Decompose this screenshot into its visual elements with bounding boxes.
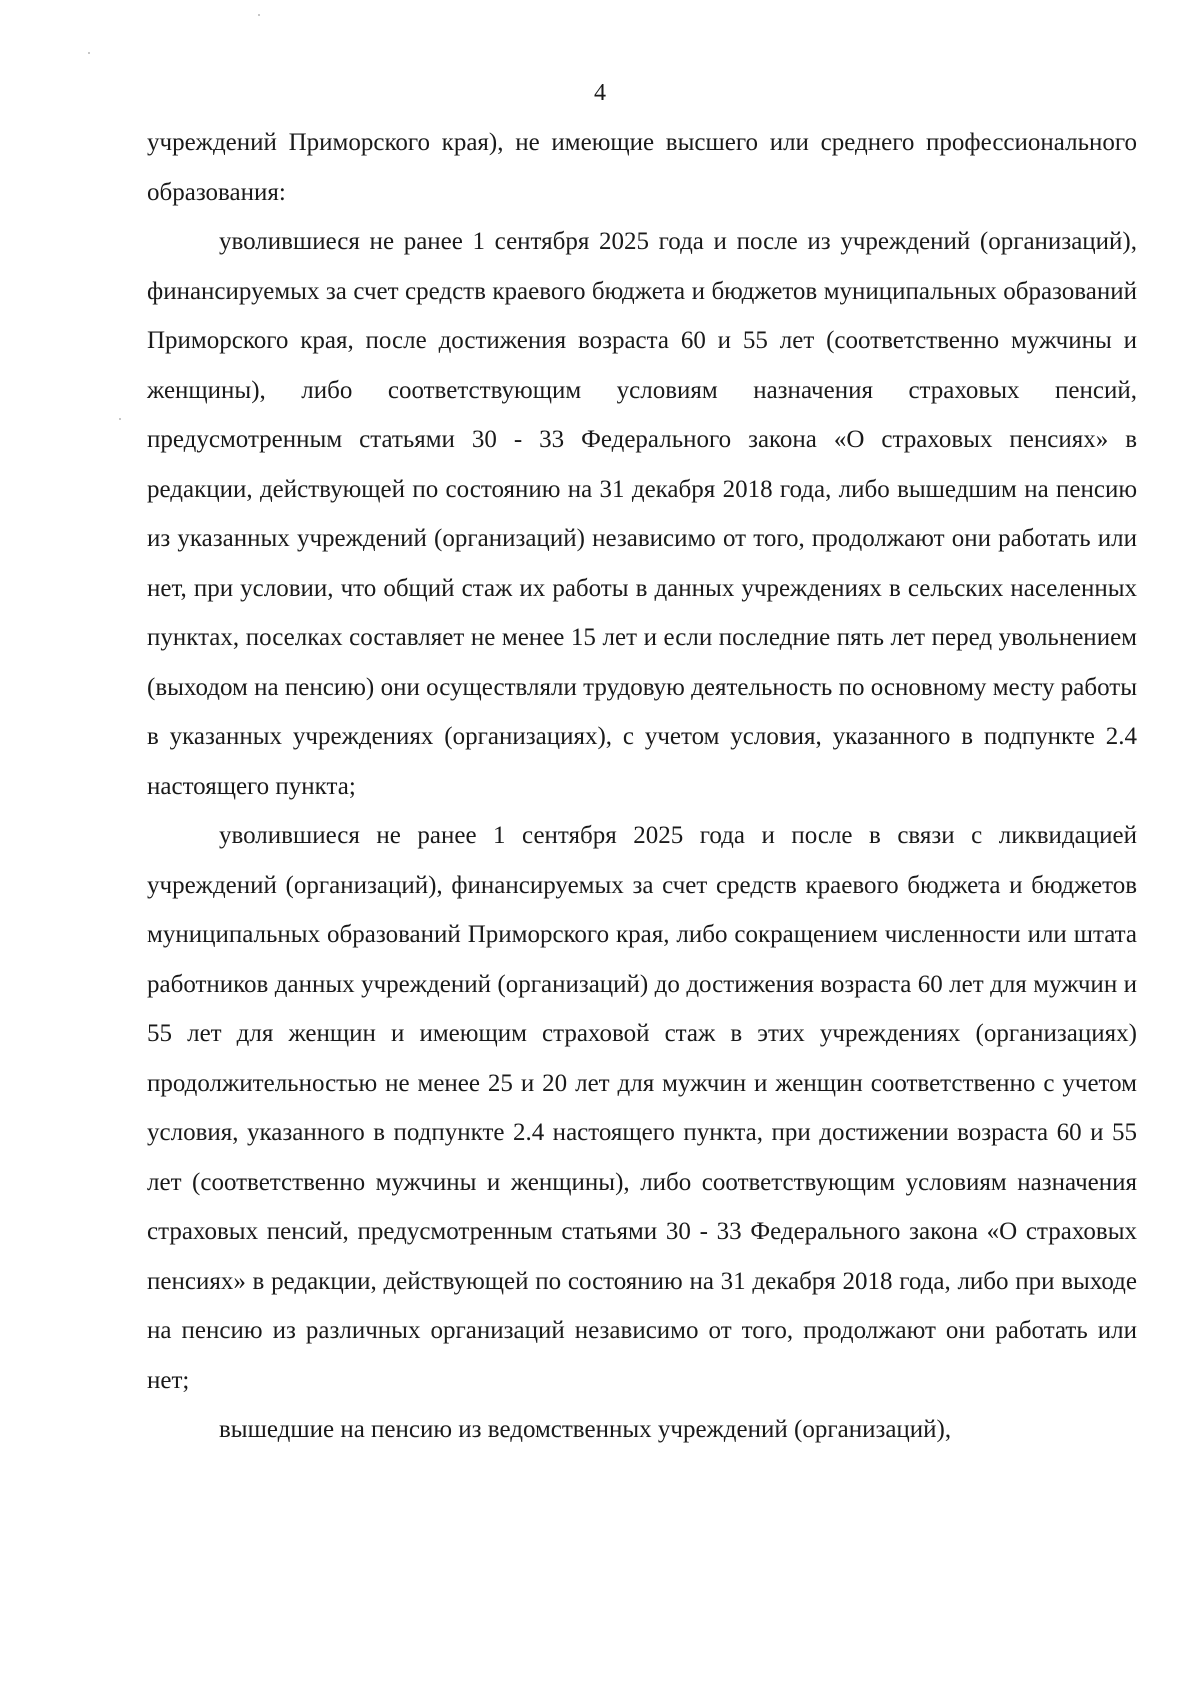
scan-speck — [88, 52, 90, 54]
page-number: 4 — [594, 80, 606, 106]
scan-speck — [258, 14, 260, 16]
paragraph-retired-after-age: уволившиеся не ранее 1 сентября 2025 года и после из учреждений (организаций), финансируемых за счет средств краевого бюджета и бюджетов муниципальных образований Приморского края, после достижения возраста 60 и 55 лет (соответственно мужчины и женщины), либо соответствующим условиям назначения страховых пенсий, предусмотренным статьями 30 - 33 Федерального закона «О страховых пенсиях» в редакции, действующей по состоянию на 31 декабря 2018 года, либо вышедшим на пенсию из указанных учреждений (организаций) независимо от того, продолжают они работать или нет, при условии, что общий стаж их работы в данных учреждениях в сельских населенных пунктах, поселках составляет не менее 15 лет и если последние пять лет перед увольнением (выходом на пенсию) они осуществляли трудовую деятельность по основному месту работы в указанных учреждениях (организациях), с учетом условия, указанного в подпункте 2.4 настоящего пункта; — [147, 228, 1137, 800]
paragraph-continuation: учреждений Приморского края), не имеющие высшего или среднего профессионального образования: — [147, 129, 1137, 206]
paragraph-departmental-retirees: вышедшие на пенсию из ведомственных учреждений (организаций), — [219, 1416, 952, 1443]
scan-speck — [119, 418, 121, 420]
document-body — [147, 118, 1137, 1455]
paragraph-retired-liquidation: уволившиеся не ранее 1 сентября 2025 года и после в связи с ликвидацией учреждений (организаций), финансируемых за счет средств краевого бюджета и бюджетов муниципальных образований Приморского края, либо сокращением численности или штата работников данных учреждений (организаций) до достижения возраста 60 лет для мужчин и 55 лет для женщин и имеющим страховой стаж в этих учреждениях (организациях) продолжительностью не менее 25 и 20 лет для мужчин и женщин соответственно с учетом условия, указанного в подпункте 2.4 настоящего пункта, при достижении возраста 60 и 55 лет (соответственно мужчины и женщины), либо соответствующим условиям назначения страховых пенсий, предусмотренным статьями 30 - 33 Федерального закона «О страховых пенсиях» в редакции, действующей по состоянию на 31 декабря 2018 года, либо при выходе на пенсию из различных организаций независимо от того, продолжают они работать или нет; — [147, 822, 1137, 1394]
